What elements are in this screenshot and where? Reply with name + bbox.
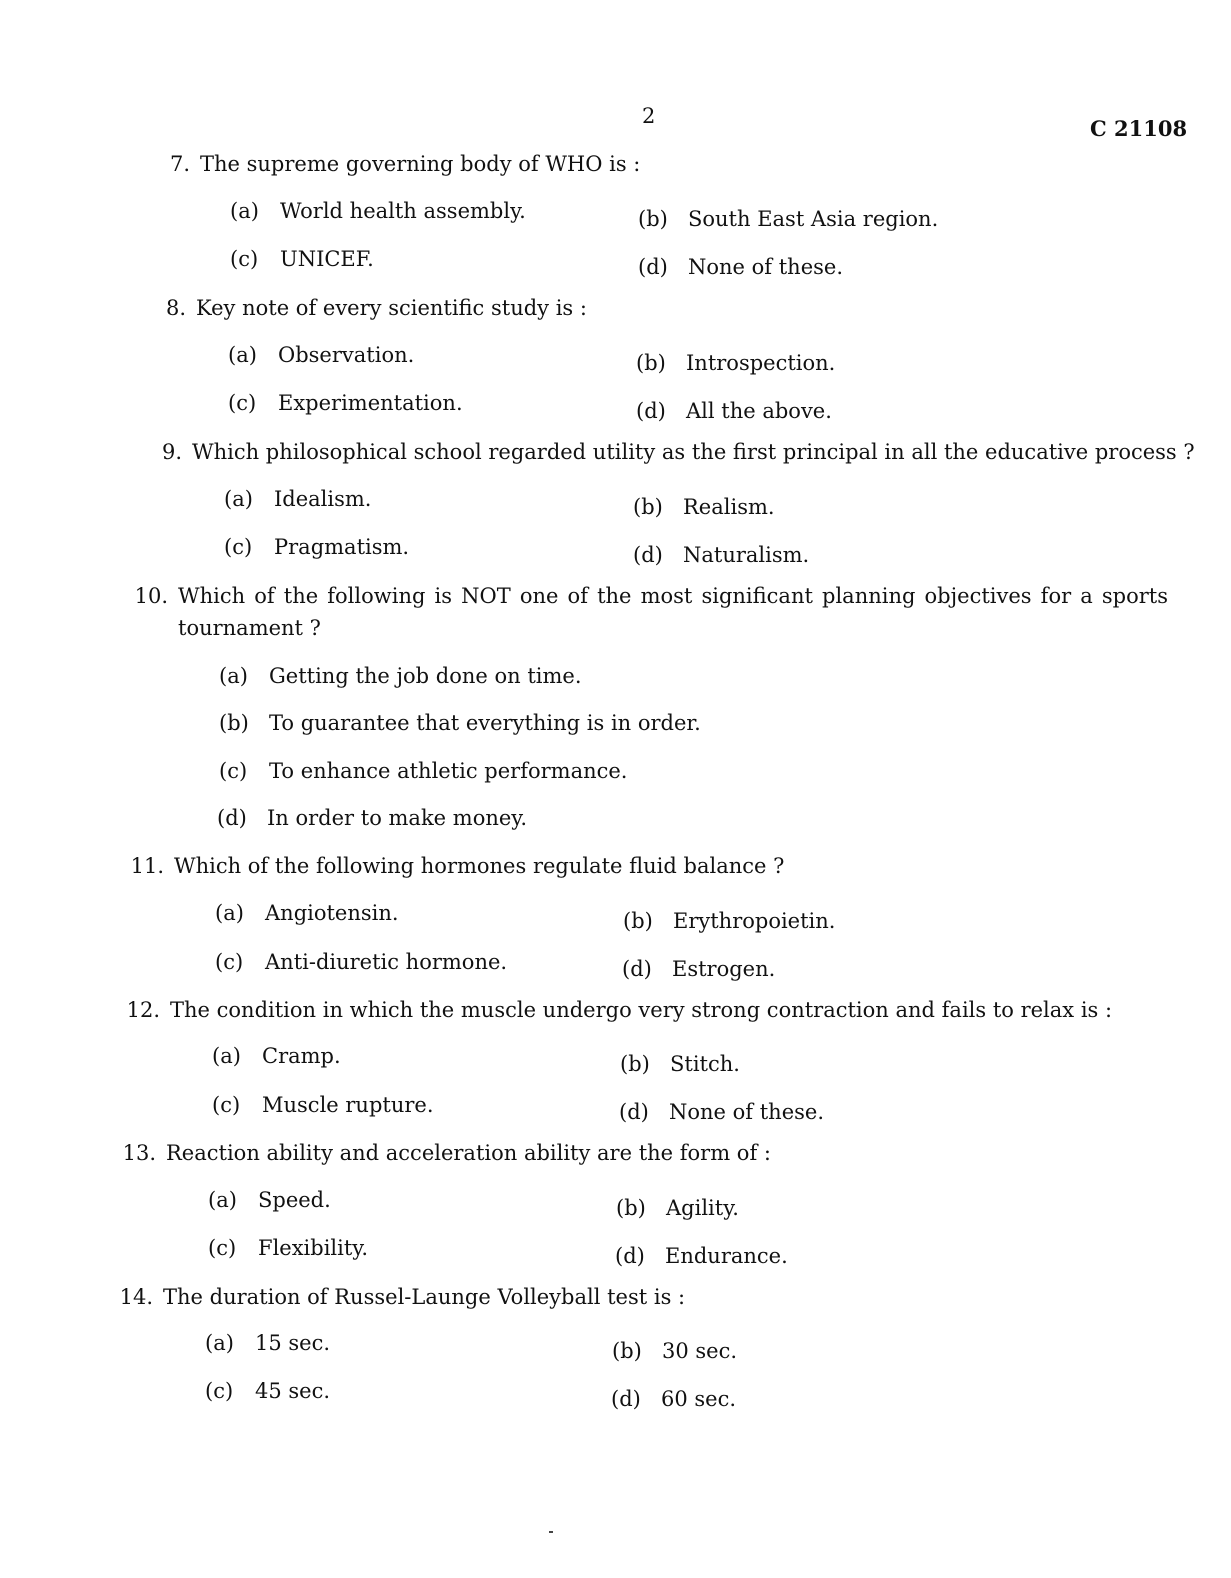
option-text: Realism.: [683, 495, 775, 519]
option-text: Getting the job done on time.: [269, 664, 582, 688]
option-label: (b): [636, 351, 666, 375]
option-label: (b): [633, 495, 663, 519]
option-7b: [638, 207, 938, 231]
option-label: (c): [208, 1236, 237, 1260]
option-13d: [615, 1244, 788, 1268]
option-7a: [230, 199, 526, 223]
option-label: (b): [612, 1339, 642, 1363]
option-label: (a): [230, 199, 259, 223]
option-text: Agility.: [666, 1196, 739, 1220]
option-label: (d): [636, 399, 666, 423]
option-label: (b): [638, 207, 668, 231]
option-9a: [224, 487, 371, 511]
question-text: Key note of every scientific study is :: [196, 296, 587, 320]
option-text: Naturalism.: [683, 543, 810, 567]
option-12b: [620, 1052, 740, 1076]
question-text: Reaction ability and acceleration ability are the form of :: [166, 1141, 771, 1165]
option-label: (a): [215, 901, 244, 925]
option-text: 60 sec.: [661, 1387, 737, 1411]
option-7d: [638, 255, 843, 279]
option-text: Stitch.: [670, 1052, 740, 1076]
option-14c: [205, 1379, 330, 1403]
paper-code: C 21108: [1090, 116, 1188, 141]
option-text: Erythropoietin.: [673, 909, 836, 933]
option-text: In order to make money.: [267, 806, 528, 830]
option-text: Flexibility.: [258, 1236, 369, 1260]
option-text: All the above.: [686, 399, 832, 423]
question-number: 12.: [126, 998, 160, 1022]
question-text: Which of the following hormones regulate fluid balance ?: [174, 854, 785, 878]
question-text: Which philosophical school regarded utility as the first principal in all the educative process ?: [192, 440, 1195, 464]
option-text: 30 sec.: [662, 1339, 738, 1363]
option-9b: [633, 495, 775, 519]
option-13c: [208, 1236, 368, 1260]
question-7: [150, 148, 640, 180]
option-label: (c): [212, 1093, 241, 1117]
option-text: Speed.: [258, 1188, 331, 1212]
option-10a: [219, 664, 582, 688]
question-number: 13.: [122, 1141, 156, 1165]
option-9c: [224, 535, 409, 559]
option-8a: [228, 343, 414, 367]
option-label: (b): [219, 711, 249, 735]
option-label: (b): [620, 1052, 650, 1076]
option-12d: [619, 1100, 824, 1124]
option-text: World health assembly.: [280, 199, 526, 223]
option-7c: [230, 247, 374, 271]
scan-speck: [549, 1531, 553, 1533]
option-text: Anti-diuretic hormone.: [265, 950, 508, 974]
option-text: None of these.: [688, 255, 844, 279]
option-text: UNICEF.: [280, 247, 374, 271]
question-text: The condition in which the muscle undergo very strong contraction and fails to relax is :: [170, 998, 1113, 1022]
option-text: To enhance athletic performance.: [269, 759, 628, 783]
question-8: [146, 292, 587, 324]
option-label: (c): [205, 1379, 234, 1403]
option-label: (c): [219, 759, 248, 783]
option-text: To guarantee that everything is in order.: [269, 711, 701, 735]
option-text: Cramp.: [262, 1044, 341, 1068]
option-label: (b): [623, 909, 653, 933]
question-text: Which of the following is NOT one of the most significant planning objectives for a sports tournament ?: [178, 584, 1168, 640]
question-number: 11.: [130, 854, 164, 878]
question-10: [128, 580, 1168, 644]
option-14b: [612, 1339, 737, 1363]
question-text: The supreme governing body of WHO is :: [200, 152, 641, 176]
option-label: (d): [622, 957, 652, 981]
option-label: (a): [224, 487, 253, 511]
question-12: [120, 994, 1112, 1026]
option-label: (d): [217, 806, 247, 830]
option-label: (a): [208, 1188, 237, 1212]
option-13a: [208, 1188, 331, 1212]
option-text: Observation.: [278, 343, 415, 367]
option-label: (c): [224, 535, 253, 559]
option-12a: [212, 1044, 341, 1068]
option-10b: [219, 711, 701, 735]
option-8b: [636, 351, 835, 375]
question-text: The duration of Russel-Launge Volleyball test is :: [163, 1285, 686, 1309]
option-8c: [228, 391, 463, 415]
option-text: None of these.: [669, 1100, 825, 1124]
option-label: (c): [230, 247, 259, 271]
option-11d: [622, 957, 775, 981]
option-11b: [623, 909, 835, 933]
question-9: [142, 436, 1195, 468]
option-14d: [611, 1387, 736, 1411]
question-11: [124, 850, 784, 882]
option-14a: [205, 1331, 330, 1355]
option-9d: [633, 543, 809, 567]
option-label: (d): [633, 543, 663, 567]
option-text: Muscle rupture.: [262, 1093, 434, 1117]
question-13: [116, 1137, 771, 1169]
question-number: 8.: [165, 296, 186, 320]
option-label: (b): [616, 1196, 646, 1220]
option-label: (d): [615, 1244, 645, 1268]
question-14: [113, 1281, 685, 1313]
question-number: 9.: [161, 440, 182, 464]
option-10d: [217, 806, 527, 830]
option-label: (a): [205, 1331, 234, 1355]
option-text: Experimentation.: [278, 391, 463, 415]
option-label: (d): [611, 1387, 641, 1411]
option-11c: [215, 950, 507, 974]
option-text: South East Asia region.: [688, 207, 939, 231]
option-text: Estrogen.: [672, 957, 776, 981]
question-number: 7.: [169, 152, 190, 176]
option-label: (d): [619, 1100, 649, 1124]
question-number: 10.: [134, 584, 168, 608]
question-number: 14.: [119, 1285, 153, 1309]
option-label: (c): [228, 391, 257, 415]
option-13b: [616, 1196, 739, 1220]
option-8d: [636, 399, 832, 423]
option-text: Pragmatism.: [274, 535, 410, 559]
option-text: Angiotensin.: [265, 901, 399, 925]
option-text: 45 sec.: [255, 1379, 331, 1403]
option-label: (a): [212, 1044, 241, 1068]
option-label: (d): [638, 255, 668, 279]
option-label: (c): [215, 950, 244, 974]
option-text: Introspection.: [686, 351, 836, 375]
option-label: (a): [219, 664, 248, 688]
option-10c: [219, 759, 628, 783]
option-11a: [215, 901, 399, 925]
option-label: (a): [228, 343, 257, 367]
option-text: 15 sec.: [255, 1331, 331, 1355]
page-number: 2: [642, 104, 656, 128]
option-text: Endurance.: [665, 1244, 788, 1268]
option-text: Idealism.: [274, 487, 372, 511]
option-12c: [212, 1093, 434, 1117]
